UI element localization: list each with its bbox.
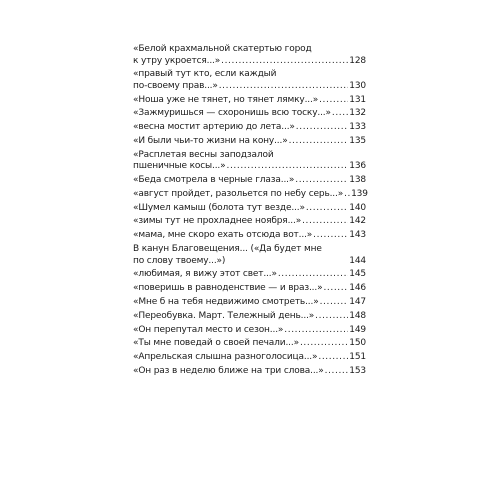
toc-entry	[133, 150, 366, 173]
toc-entry-page-number: 143	[349, 230, 366, 241]
toc-entry-page-number: 130	[349, 80, 366, 91]
toc-entry-page-number: 136	[349, 161, 366, 172]
toc-entry-page-number: 128	[349, 55, 366, 66]
toc-entry-title: по-своему прав...»	[133, 80, 218, 91]
toc-dot-leader	[325, 366, 349, 378]
toc-entry	[133, 189, 366, 201]
toc-entry-last-line	[133, 108, 366, 120]
toc-entry-last-line	[133, 189, 366, 201]
toc-entry	[133, 122, 366, 134]
toc-entry-last-line	[133, 269, 366, 281]
toc-dot-leader	[295, 175, 348, 187]
toc-entry-title: «Шумел камыш (болота тут везде...»	[133, 202, 305, 213]
toc-entry	[133, 230, 366, 242]
toc-entry-page-number: 142	[349, 216, 366, 227]
toc-entry-title: «И были чьи-то жизни на кону...»	[133, 135, 288, 146]
toc-entry-page-number: 149	[349, 324, 366, 335]
toc-entry-page-number: 144	[349, 255, 366, 266]
toc-entry	[133, 203, 366, 215]
toc-dot-leader	[319, 95, 348, 107]
toc-dot-leader	[313, 230, 348, 242]
toc-entry	[133, 283, 366, 295]
toc-entry-last-line	[133, 95, 366, 107]
toc-entry-last-line	[133, 311, 366, 323]
toc-entry-page-number: 138	[349, 175, 366, 186]
toc-entry-title-line: «Расплетая весны заподзалой	[133, 149, 274, 160]
toc-entry	[133, 136, 366, 148]
toc-dot-leader	[306, 203, 348, 215]
toc-dot-leader	[219, 81, 349, 93]
toc-dot-leader	[284, 325, 348, 337]
toc-entry-title: «поверишь в равноденствие — и враз...»	[133, 283, 323, 294]
toc-entry-page-number: 139	[351, 188, 368, 199]
toc-entry-page-number: 131	[349, 94, 366, 105]
toc-entry	[133, 269, 366, 281]
toc-dot-leader	[289, 136, 349, 148]
toc-entry-title: пшеничные косы...»	[133, 161, 226, 172]
toc-entry-page-number: 145	[349, 269, 366, 280]
toc-entry	[133, 95, 366, 107]
toc-entry	[133, 69, 366, 92]
toc-entry-title: «Он перепутал место и сезон...»	[133, 324, 284, 335]
toc-entry-title: «Он раз в неделю ближе на три слова...»	[133, 365, 324, 376]
table-of-contents	[133, 44, 366, 380]
toc-dot-leader	[315, 311, 348, 323]
toc-dot-leader	[300, 338, 348, 350]
toc-entry-page-number: 133	[349, 122, 366, 133]
toc-entry-title: «зимы тут не прохладнее ноября...»	[133, 216, 302, 227]
toc-dot-leader	[323, 283, 348, 295]
toc-entry-last-line	[133, 256, 366, 268]
toc-dot-leader	[296, 122, 348, 134]
toc-dot-leader	[226, 161, 348, 173]
toc-entry-last-line	[133, 203, 366, 215]
toc-entry-last-line	[133, 122, 366, 134]
toc-entry-title: «любимая, я вижу этот свет...»	[133, 269, 277, 280]
toc-entry-title: «Переобувка. Март. Тележный день...»	[133, 310, 315, 321]
toc-entry	[133, 108, 366, 120]
toc-entry-title-line: «Белой крахмальной скатертью город	[133, 44, 312, 54]
toc-entry-title: «август пройдет, разольется по небу серь...»	[133, 188, 344, 199]
toc-entry-last-line	[133, 56, 366, 68]
toc-entry-last-line	[133, 325, 366, 337]
toc-entry-title: «Ноша уже не тянет, но тянет лямку...»	[133, 94, 319, 105]
toc-entry-page-number: 132	[349, 108, 366, 119]
toc-entry	[133, 244, 366, 267]
toc-entry-title: «Апрельская слышна разноголосица...»	[133, 352, 318, 363]
toc-entry-title-line: «правый тут кто, если каждый	[133, 69, 277, 80]
toc-entry	[133, 366, 366, 378]
toc-dot-leader	[344, 189, 350, 201]
toc-entry	[133, 216, 366, 228]
toc-entry-page-number: 135	[349, 135, 366, 146]
toc-entry	[133, 175, 366, 187]
toc-entry-last-line	[133, 81, 366, 93]
toc-entry	[133, 338, 366, 350]
toc-entry-page-number: 151	[349, 352, 366, 363]
toc-entry-page-number: 146	[349, 283, 366, 294]
toc-dot-leader	[332, 108, 348, 120]
toc-entry-title: «весна мостит артерию до лета...»	[133, 122, 295, 133]
toc-entry-last-line	[133, 283, 366, 295]
toc-dot-leader	[320, 297, 349, 309]
toc-entry-title: «Беда смотрела в черные глаза...»	[133, 175, 295, 186]
toc-entry-last-line	[133, 366, 366, 378]
toc-entry-title: «мама, мне скоро ехать отсюда вот...»	[133, 230, 313, 241]
toc-entry	[133, 352, 366, 364]
toc-dot-leader	[221, 56, 348, 68]
toc-entry-last-line	[133, 175, 366, 187]
toc-entry-last-line	[133, 352, 366, 364]
toc-entry-last-line	[133, 338, 366, 350]
toc-entry-title: «Ты мне поведай о своей печали...»	[133, 338, 299, 349]
toc-entry	[133, 325, 366, 337]
toc-entry-last-line	[133, 230, 366, 242]
toc-dot-leader	[302, 216, 348, 228]
toc-entry-page-number: 148	[349, 310, 366, 321]
toc-entry-title-line: В канун Благовещения... («Да будет мне	[133, 244, 322, 255]
toc-dot-leader	[278, 269, 348, 281]
toc-entry	[133, 297, 366, 309]
toc-dot-leader	[318, 352, 348, 364]
toc-entry-last-line	[133, 161, 366, 173]
toc-entry-page-number: 150	[349, 338, 366, 349]
toc-entry-title: по слову твоему...»)	[133, 255, 226, 266]
toc-entry-title: «Зажмуришься — схоронишь всю тоску...»	[133, 108, 331, 119]
toc-entry	[133, 311, 366, 323]
toc-entry-title: «Мне б на тебя недвижимо смотреть...»	[133, 296, 319, 307]
toc-entry-last-line	[133, 216, 366, 228]
toc-entry-page-number: 147	[349, 296, 366, 307]
toc-entry	[133, 44, 366, 67]
toc-entry-page-number: 140	[349, 202, 366, 213]
toc-entry-title: к утру укроется...»	[133, 55, 221, 66]
toc-entry-page-number: 153	[349, 365, 366, 376]
toc-entry-last-line	[133, 297, 366, 309]
toc-entry-last-line	[133, 136, 366, 148]
